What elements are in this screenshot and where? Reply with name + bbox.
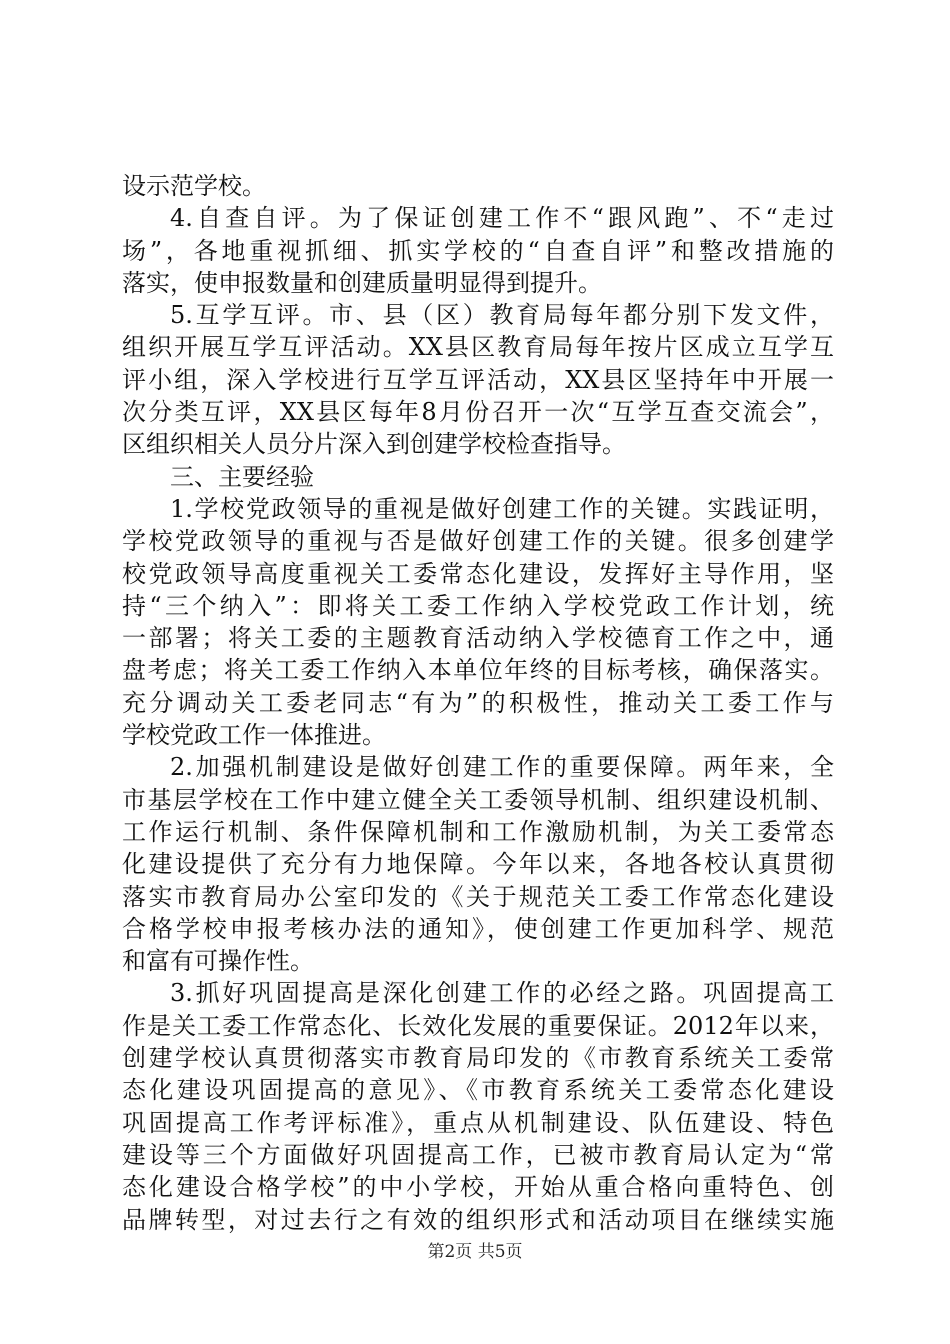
text-line: 4.自查自评。为了保证创建工作不“跟风跑”、不“走过 (170, 204, 834, 233)
text-line: 评小组，深入学校进行互学互评活动，XX县区坚持年中开展一 (122, 365, 834, 394)
text-line: 组织开展互学互评活动。XX县区教育局每年按片区成立互学互 (122, 333, 834, 362)
text-line: 工作运行机制、条件保障机制和工作激励机制，为关工委常态 (122, 817, 834, 846)
text-line: 充分调动关工委老同志“有为”的积极性，推动关工委工作与 (122, 688, 834, 717)
text-line: 设示范学校。 (122, 172, 266, 200)
text-line: 场”，各地重视抓细、抓实学校的“自查自评”和整改措施的 (122, 236, 834, 265)
text-line: 5.互学互评。市、县（区）教育局每年都分别下发文件， (170, 301, 834, 330)
text-line: 次分类互评，XX县区每年8月份召开一次“互学互查交流会”， (122, 398, 834, 427)
text-line: 巩固提高工作考评标准》，重点从机制建设、队伍建设、特色 (122, 1108, 834, 1137)
text-line: 态化建设合格学校”的中小学校，开始从重合格向重特色、创 (122, 1173, 834, 1202)
text-line: 化建设提供了充分有力地保障。今年以来，各地各校认真贯彻 (122, 850, 834, 879)
text-line: 创建学校认真贯彻落实市教育局印发的《市教育系统关工委常 (122, 1044, 834, 1073)
text-line: 1.学校党政领导的重视是做好创建工作的关键。实践证明， (170, 494, 834, 523)
text-line: 落实市教育局办公室印发的《关于规范关工委工作常态化建设 (122, 882, 834, 911)
text-line: 建设等三个方面做好巩固提高工作，已被市教育局认定为“常 (122, 1140, 834, 1169)
text-line: 校党政领导高度重视关工委常态化建设，发挥好主导作用，坚 (122, 559, 834, 588)
text-line: 态化建设巩固提高的意见》、《市教育系统关工委常态化建设 (122, 1076, 834, 1105)
text-line: 合格学校申报考核办法的通知》，使创建工作更加科学、规范 (122, 914, 834, 943)
text-line: 盘考虑；将关工委工作纳入本单位年终的目标考核，确保落实。 (122, 656, 834, 685)
text-line: 3.抓好巩固提高是深化创建工作的必经之路。巩固提高工 (170, 979, 834, 1008)
page-number-footer: 第2页 共5页 (427, 1242, 523, 1262)
section-heading: 三、主要经验 (170, 462, 314, 491)
text-line: 持“三个纳入”：即将关工委工作纳入学校党政工作计划，统 (122, 591, 834, 620)
text-line: 和富有可操作性。 (122, 947, 314, 976)
text-line: 作是关工委工作常态化、长效化发展的重要保证。2012年以来， (122, 1011, 834, 1040)
text-line: 学校党政工作一体推进。 (122, 721, 386, 750)
text-line: 一部署；将关工委的主题教育活动纳入学校德育工作之中，通 (122, 624, 834, 653)
text-line: 区组织相关人员分片深入到创建学校检查指导。 (122, 430, 626, 459)
text-line: 2.加强机制建设是做好创建工作的重要保障。两年来，全 (170, 753, 834, 782)
text-line: 学校党政领导的重视与否是做好创建工作的关键。很多创建学 (122, 527, 834, 556)
text-line: 市基层学校在工作中建立健全关工委领导机制、组织建设机制、 (122, 785, 834, 814)
body-text (122, 170, 834, 1236)
text-line: 品牌转型，对过去行之有效的组织形式和活动项目在继续实施 (122, 1205, 834, 1234)
text-line: 落实，使申报数量和创建质量明显得到提升。 (122, 268, 602, 297)
